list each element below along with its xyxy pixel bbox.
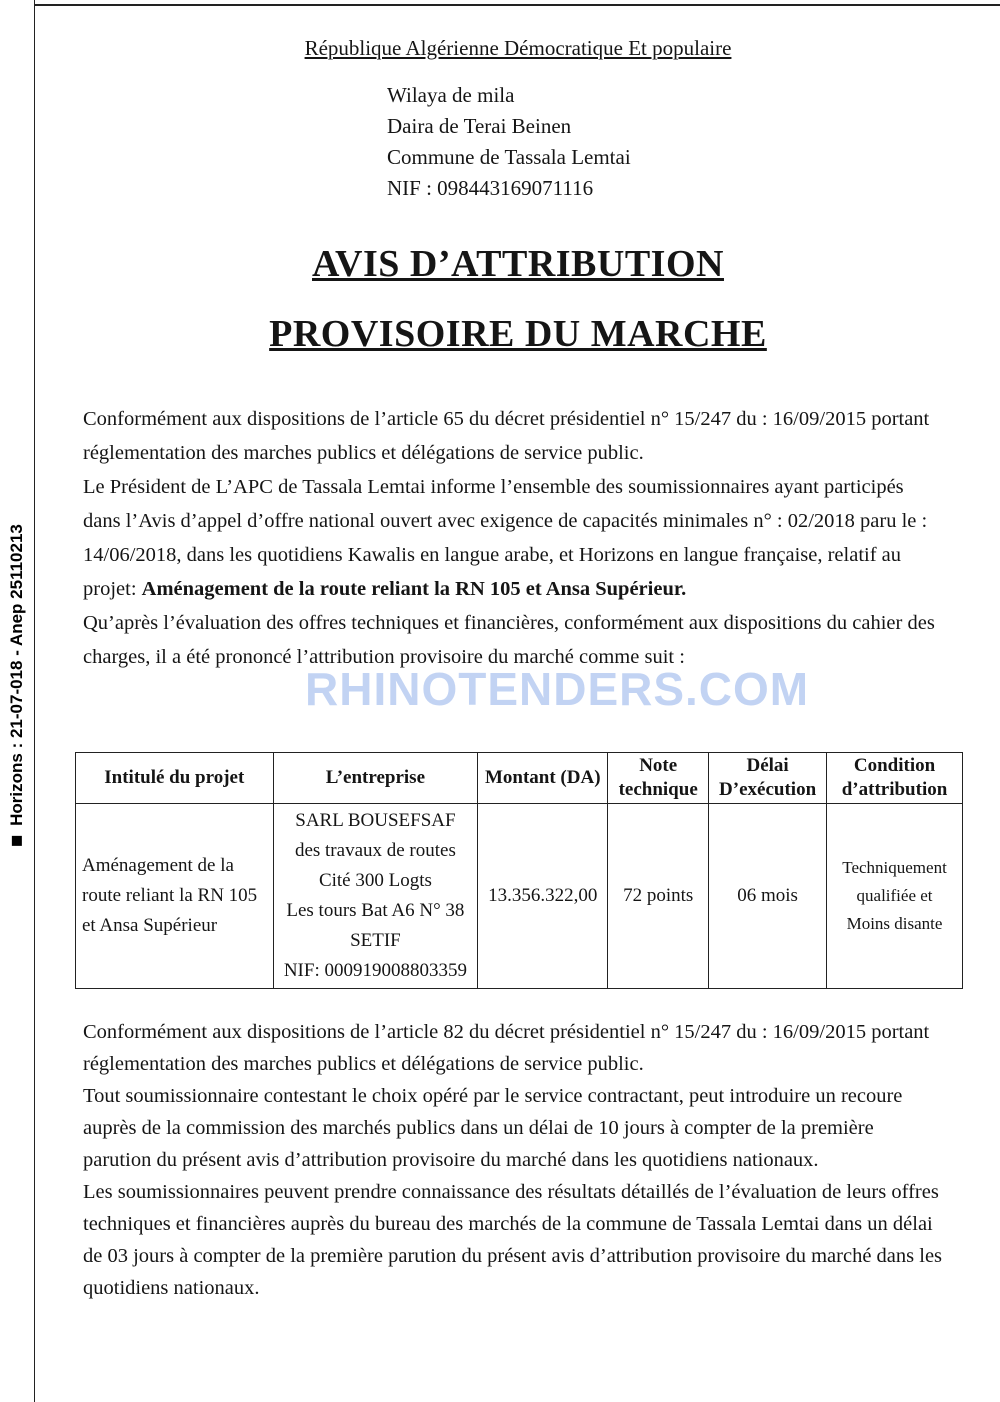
- black-square-icon: [12, 836, 22, 846]
- outro-text: [83, 1016, 943, 1304]
- nif: NIF : 098443169071116: [387, 176, 594, 200]
- intro-paragraph-evaluation: Qu’après l’évaluation des offres techniques et financières, conformément aux dispositions du cahier des charges, il a été prononcé l’attribution provisoire du marché comme suit :: [83, 612, 935, 668]
- side-banner-text: Horizons : 21-07-018 - Anep 25110213: [7, 524, 27, 826]
- cell-delay: 06 mois: [709, 804, 827, 989]
- notice-title-line2: PROVISOIRE DU MARCHE: [269, 313, 767, 355]
- wilaya: Wilaya de mila: [387, 83, 515, 107]
- daira: Daira de Terai Beinen: [387, 114, 572, 138]
- left-margin: [0, 0, 34, 1402]
- issuer-block: [387, 80, 631, 204]
- watermark: RHINOTENDERS.COM: [305, 663, 810, 715]
- col-header-condition: Condition d’attribution: [827, 753, 963, 804]
- cell-condition: Techniquement qualifiée et Moins disante: [827, 804, 963, 989]
- notice-title-line1: AVIS D’ATTRIBUTION: [312, 243, 724, 285]
- commune: Commune de Tassala Lemtai: [387, 145, 631, 169]
- cell-amount: 13.356.322,00: [478, 804, 608, 989]
- col-header-note: Note technique: [608, 753, 709, 804]
- republic-header: République Algérienne Démocratique Et populaire: [304, 36, 732, 60]
- col-header-project: Intitulé du projet: [76, 753, 274, 804]
- table-row: [76, 804, 963, 989]
- col-header-delay: Délai D’exécution: [709, 753, 827, 804]
- intro-paragraph-legal: Conformément aux dispositions de l’article 65 du décret présidentiel n° 15/247 du : 16/09/2015 portant réglementation des marches publics et délégations de service public.: [83, 408, 930, 464]
- top-border: [35, 4, 1000, 6]
- col-header-company: L’entreprise: [273, 753, 478, 804]
- cell-note: 72 points: [608, 804, 709, 989]
- outro-paragraph-appeal: Tout soumissionnaire contestant le choix opéré par le service contractant, peut introduire un recoure auprès de la commission des marchés publics dans un délai de 10 jours à compter de la première parution du présent avis d’attribution provisoire du marché dans les quotidiens nationaux.: [83, 1085, 903, 1171]
- intro-paragraph-president: [83, 470, 943, 606]
- col-header-amount: Montant (DA): [478, 753, 608, 804]
- outro-paragraph-legal: Conformément aux dispositions de l’article 82 du décret présidentiel n° 15/247 du : 16/09/2015 portant réglementation des marches publics et délégations de service public.: [83, 1021, 930, 1075]
- project-name: Aménagement de la route reliant la RN 105 et Ansa Supérieur.: [141, 578, 687, 600]
- intro-president-text: Le Président de L’APC de Tassala Lemtai informe l’ensemble des soumissionnaires ayant participés dans l’Avis d’appel d’offre national ouvert avec exigence de capacités minimales n° : 02/2018 paru le : 14/06/2018, dans les quotidiens Kawalis en langue arabe, et Horizons en langue française, relatif au projet:: [83, 476, 928, 600]
- intro-text: [83, 402, 943, 674]
- outro-paragraph-results: Les soumissionnaires peuvent prendre connaissance des résultats détaillés de l’évaluation de leurs offres techniques et financières auprès du bureau des marchés de la commune de Tassala Lemtai dans un délai de 03 jours à compter de la première parution du présent avis d’attribution provisoire du marché dans les quotidiens nationaux.: [83, 1181, 943, 1299]
- side-banner: [6, 455, 28, 915]
- cell-project: Aménagement de la route reliant la RN 105 et Ansa Supérieur: [76, 804, 274, 989]
- cell-company: SARL BOUSEFSAF des travaux de routes Cité 300 Logts Les tours Bat A6 N° 38 SETIF NIF: 000919008803359: [273, 804, 478, 989]
- table-header-row: [76, 753, 963, 804]
- document-page: [34, 0, 1000, 1402]
- award-table: [75, 752, 963, 989]
